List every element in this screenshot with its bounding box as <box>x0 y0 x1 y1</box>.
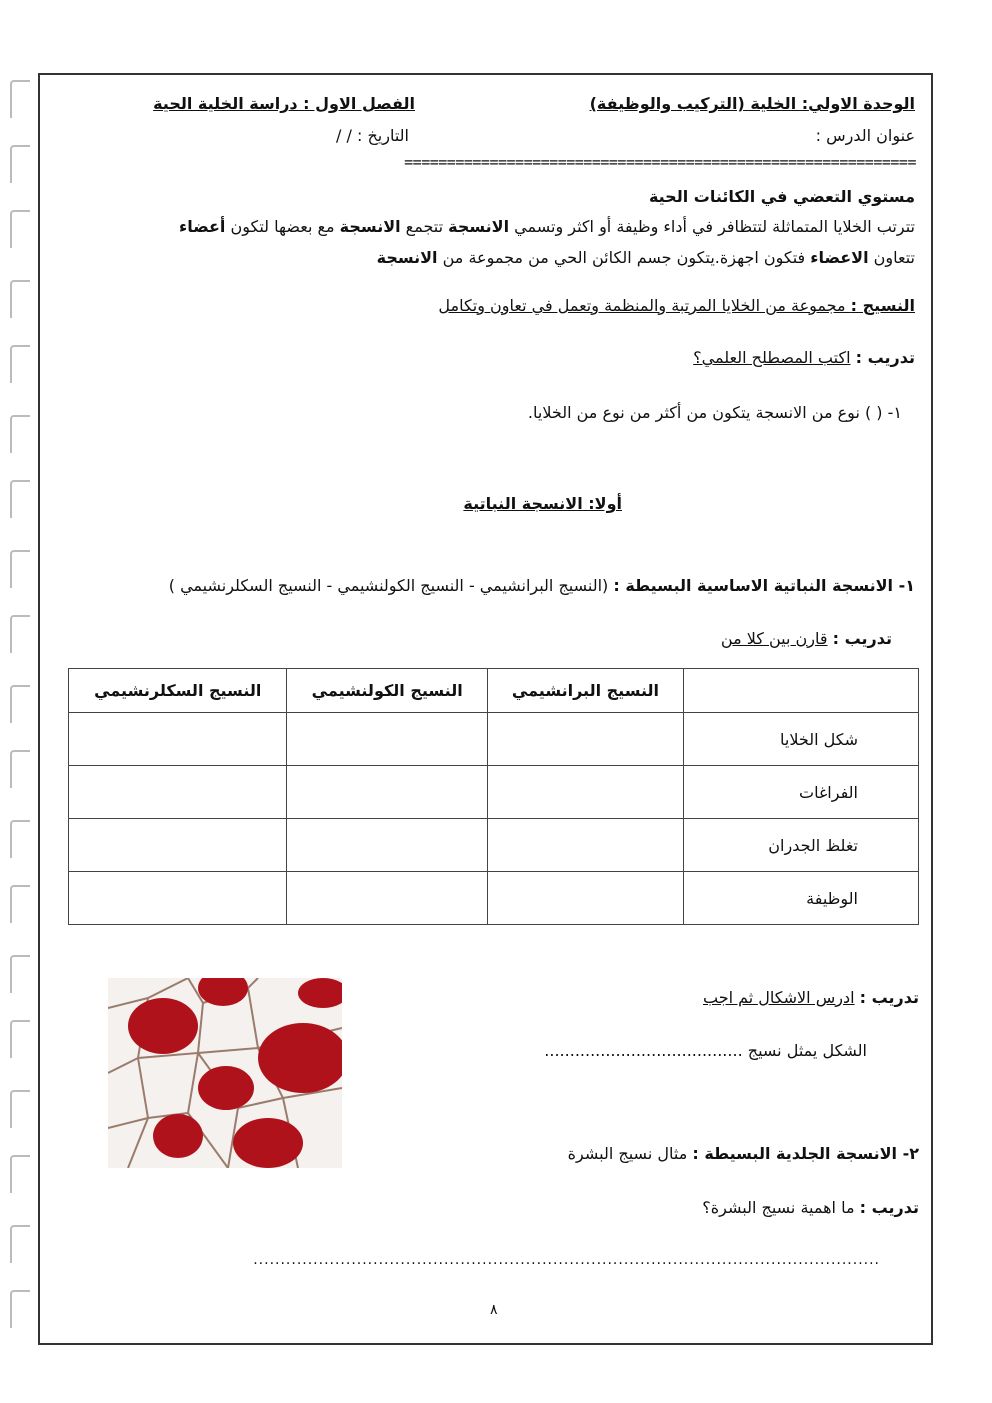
binder-hole-mark <box>10 345 30 383</box>
answer-blank-line[interactable]: ................................................................................................................... <box>253 1252 880 1268</box>
binder-hole-mark <box>10 820 30 858</box>
answer-cell[interactable] <box>487 819 683 872</box>
binder-hole-mark <box>10 1020 30 1058</box>
answer-cell[interactable] <box>287 872 487 925</box>
answer-cell[interactable] <box>487 872 683 925</box>
binder-hole-mark <box>10 210 30 248</box>
answer-cell[interactable] <box>487 766 683 819</box>
exercise-label: تدريب : <box>859 1198 919 1217</box>
table-row <box>69 819 919 872</box>
exercise-3 <box>703 988 919 1007</box>
text: تتعاون <box>868 248 915 267</box>
dermal-example: مثال نسيج البشرة <box>567 1144 688 1163</box>
binder-hole-mark <box>10 415 30 453</box>
text: فتكون اجهزة.يتكون جسم الكائن الحي من مجموعة من <box>437 248 811 267</box>
intro-paragraph-line1 <box>179 217 915 236</box>
row-label: الفراغات <box>684 766 919 819</box>
dermal-tissues <box>568 1144 919 1163</box>
row-label: تغلظ الجدران <box>684 819 919 872</box>
definition-term: النسيج : <box>850 296 915 315</box>
answer-cell[interactable] <box>69 872 287 925</box>
answer-cell[interactable] <box>69 766 287 819</box>
exercise-prompt: اكتب المصطلح العلمي؟ <box>693 348 851 367</box>
answer-cell[interactable] <box>287 819 487 872</box>
page-number: ٨ <box>490 1302 498 1318</box>
binder-hole-mark <box>10 615 30 653</box>
separator-line: ============================================================ <box>404 153 916 171</box>
binder-hole-mark <box>10 750 30 788</box>
section-heading: مستوي التعضي في الكائنات الحية <box>648 187 915 206</box>
section-title-plant-tissues: أولا: الانسجة النباتية <box>463 494 622 513</box>
comparison-table <box>68 668 919 925</box>
row-label: شكل الخلايا <box>684 713 919 766</box>
binder-hole-mark <box>10 1225 30 1263</box>
exercise-label: تدريب : <box>859 988 919 1007</box>
intro-paragraph-line2 <box>377 248 915 267</box>
table-header-cell: النسيج الكولنشيمي <box>287 669 487 713</box>
answer-cell[interactable] <box>487 713 683 766</box>
bold-term: الانسجة <box>376 248 438 267</box>
unit-title: الوحدة الاولي: الخلية (التركيب والوظيفة) <box>589 94 915 113</box>
exercise-1-item: ١- ( ) نوع من الانسجة يتكون من أكثر من نوع من الخلايا. <box>527 403 902 422</box>
answer-cell[interactable] <box>69 713 287 766</box>
binder-hole-mark <box>10 1090 30 1128</box>
binder-hole-mark <box>10 955 30 993</box>
question-text: الشكل يمثل نسيج <box>747 1041 867 1060</box>
text: تترتب الخلايا المتماثلة لتتظافر في أداء وظيفة أو اكثر وتسمي <box>509 217 915 236</box>
text: تتجمع <box>400 217 449 236</box>
table-row <box>69 713 919 766</box>
table-row <box>69 766 919 819</box>
answer-cell[interactable] <box>69 819 287 872</box>
tissue-list: (النسيج البرانشيمي - النسيج الكولنشيمي - النسيج السكلرنشيمي ) <box>168 576 609 595</box>
answer-cell[interactable] <box>287 766 487 819</box>
parenchyma-cells-image <box>108 978 342 1168</box>
binder-hole-mark <box>10 1290 30 1328</box>
table-row <box>69 872 919 925</box>
exercise-prompt: قارن بين كلا من <box>720 629 828 648</box>
simple-plant-tissues <box>169 576 915 595</box>
binder-hole-mark <box>10 80 30 118</box>
exercise-1 <box>693 348 915 367</box>
lesson-title-label: عنوان الدرس : <box>815 126 915 145</box>
table-header-cell <box>684 669 919 713</box>
binder-hole-mark <box>10 280 30 318</box>
figure-question <box>544 1041 867 1060</box>
binder-hole-mark <box>10 1155 30 1193</box>
bold-term: الانسجة <box>448 217 510 236</box>
bold-term: الانسجة <box>339 217 401 236</box>
tissue-definition <box>438 296 915 315</box>
exercise-4 <box>702 1198 919 1217</box>
bold-term: أعضاء <box>179 217 226 236</box>
binder-hole-mark <box>10 550 30 588</box>
exercise-prompt: ما اهمية نسيج البشرة؟ <box>702 1198 855 1217</box>
table-header-cell: النسيج السكلرنشيمي <box>69 669 287 713</box>
table-header-row <box>69 669 919 713</box>
date-label: التاريخ : / / <box>336 126 409 145</box>
answer-blank[interactable]: ....................................... <box>544 1041 743 1060</box>
exercise-label: تدريب : <box>855 348 915 367</box>
exercise-2 <box>721 629 892 648</box>
binder-hole-mark <box>10 685 30 723</box>
binder-hole-mark <box>10 885 30 923</box>
exercise-prompt: ادرس الاشكال ثم اجب <box>702 988 855 1007</box>
bold-term: الاعضاء <box>810 248 869 267</box>
answer-cell[interactable] <box>287 713 487 766</box>
text: مع بعضها لتكون <box>225 217 340 236</box>
definition-text: مجموعة من الخلايا المرتبة والمنظمة وتعمل في تعاون وتكامل <box>438 296 846 315</box>
item-label: ٢- الانسجة الجلدية البسيطة : <box>692 1144 919 1163</box>
chapter-title: الفصل الاول : دراسة الخلية الحية <box>153 94 415 113</box>
binder-hole-mark <box>10 145 30 183</box>
row-label: الوظيفة <box>684 872 919 925</box>
item-label: ١- الانسجة النباتية الاساسية البسيطة : <box>613 576 915 595</box>
table-header-cell: النسيج البرانشيمي <box>487 669 683 713</box>
exercise-label: تدريب : <box>832 629 892 648</box>
binder-hole-mark <box>10 480 30 518</box>
